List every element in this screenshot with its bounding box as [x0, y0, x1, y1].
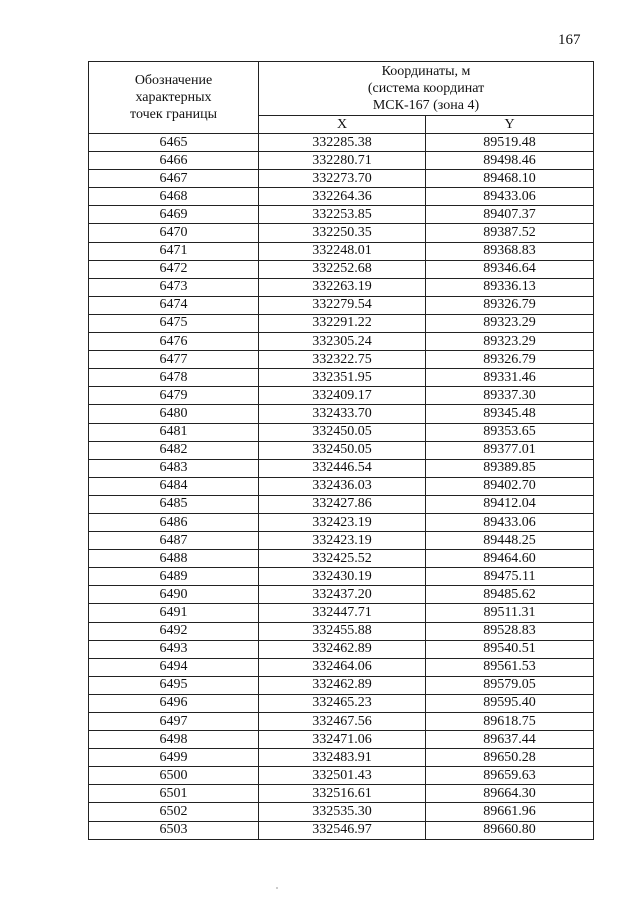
y-coordinate-cell: 89412.04 [426, 495, 594, 513]
y-coordinate-cell: 89661.96 [426, 803, 594, 821]
header-coords-line3: МСК-167 (зона 4) [372, 98, 480, 113]
table-row [89, 477, 594, 495]
table-row [89, 568, 594, 586]
point-id-cell: 6497 [89, 713, 259, 731]
table-row [89, 694, 594, 712]
x-coordinate-cell: 332462.89 [259, 676, 426, 694]
header-coords-line1: Координаты, м [381, 64, 471, 79]
x-coordinate-cell: 332465.23 [259, 694, 426, 712]
header-x: X [259, 116, 426, 134]
point-id-cell: 6474 [89, 296, 259, 314]
x-coordinate-cell: 332471.06 [259, 731, 426, 749]
point-id-cell: 6496 [89, 694, 259, 712]
x-coordinate-cell: 332446.54 [259, 459, 426, 477]
table-row [89, 658, 594, 676]
header-coords-line2: (система координат [367, 81, 485, 96]
table-row [89, 296, 594, 314]
y-coordinate-cell: 89464.60 [426, 550, 594, 568]
table-row [89, 640, 594, 658]
y-coordinate-cell: 89595.40 [426, 694, 594, 712]
table-row [89, 513, 594, 531]
x-coordinate-cell: 332430.19 [259, 568, 426, 586]
point-id-cell: 6472 [89, 260, 259, 278]
header-y: Y [426, 116, 594, 134]
point-id-cell: 6479 [89, 387, 259, 405]
point-id-cell: 6500 [89, 767, 259, 785]
table-row [89, 731, 594, 749]
table-header [89, 62, 594, 134]
table-row [89, 459, 594, 477]
table-row [89, 785, 594, 803]
y-coordinate-cell: 89528.83 [426, 622, 594, 640]
table-row [89, 333, 594, 351]
point-id-cell: 6482 [89, 441, 259, 459]
header-point-designation [89, 62, 259, 134]
page-number: 167 [558, 32, 581, 48]
point-id-cell: 6502 [89, 803, 259, 821]
table-row [89, 423, 594, 441]
header-point-line1: Обозначение [134, 73, 213, 88]
table-row [89, 369, 594, 387]
y-coordinate-cell: 89485.62 [426, 586, 594, 604]
table-row [89, 224, 594, 242]
x-coordinate-cell: 332253.85 [259, 206, 426, 224]
table-row [89, 495, 594, 513]
x-coordinate-cell: 332305.24 [259, 333, 426, 351]
x-coordinate-cell: 332455.88 [259, 622, 426, 640]
table-row [89, 586, 594, 604]
table-row [89, 351, 594, 369]
point-id-cell: 6466 [89, 152, 259, 170]
table-row [89, 532, 594, 550]
x-coordinate-cell: 332248.01 [259, 242, 426, 260]
point-id-cell: 6467 [89, 170, 259, 188]
x-coordinate-cell: 332501.43 [259, 767, 426, 785]
table-row [89, 134, 594, 152]
y-coordinate-cell: 89448.25 [426, 532, 594, 550]
point-id-cell: 6486 [89, 513, 259, 531]
scan-speck [276, 887, 278, 889]
point-id-cell: 6465 [89, 134, 259, 152]
table-row [89, 206, 594, 224]
point-id-cell: 6483 [89, 459, 259, 477]
y-coordinate-cell: 89664.30 [426, 785, 594, 803]
table-row [89, 188, 594, 206]
point-id-cell: 6490 [89, 586, 259, 604]
point-id-cell: 6484 [89, 477, 259, 495]
table-row [89, 170, 594, 188]
x-coordinate-cell: 332279.54 [259, 296, 426, 314]
x-coordinate-cell: 332423.19 [259, 513, 426, 531]
point-id-cell: 6481 [89, 423, 259, 441]
point-id-cell: 6471 [89, 242, 259, 260]
table-row [89, 387, 594, 405]
point-id-cell: 6487 [89, 532, 259, 550]
x-coordinate-cell: 332427.86 [259, 495, 426, 513]
y-coordinate-cell: 89433.06 [426, 188, 594, 206]
point-id-cell: 6477 [89, 351, 259, 369]
table-row [89, 441, 594, 459]
x-coordinate-cell: 332535.30 [259, 803, 426, 821]
table-row [89, 767, 594, 785]
x-coordinate-cell: 332322.75 [259, 351, 426, 369]
point-id-cell: 6470 [89, 224, 259, 242]
y-coordinate-cell: 89650.28 [426, 749, 594, 767]
point-id-cell: 6501 [89, 785, 259, 803]
point-id-cell: 6480 [89, 405, 259, 423]
x-coordinate-cell: 332447.71 [259, 604, 426, 622]
y-coordinate-cell: 89511.31 [426, 604, 594, 622]
y-coordinate-cell: 89659.63 [426, 767, 594, 785]
y-coordinate-cell: 89407.37 [426, 206, 594, 224]
x-coordinate-cell: 332252.68 [259, 260, 426, 278]
y-coordinate-cell: 89579.05 [426, 676, 594, 694]
x-coordinate-cell: 332273.70 [259, 170, 426, 188]
point-id-cell: 6476 [89, 333, 259, 351]
y-coordinate-cell: 89326.79 [426, 296, 594, 314]
y-coordinate-cell: 89323.29 [426, 333, 594, 351]
point-id-cell: 6503 [89, 821, 259, 839]
table-row [89, 278, 594, 296]
y-coordinate-cell: 89618.75 [426, 713, 594, 731]
x-coordinate-cell: 332250.35 [259, 224, 426, 242]
x-coordinate-cell: 332285.38 [259, 134, 426, 152]
x-coordinate-cell: 332546.97 [259, 821, 426, 839]
y-coordinate-cell: 89345.48 [426, 405, 594, 423]
point-id-cell: 6485 [89, 495, 259, 513]
header-coordinates [259, 62, 594, 116]
x-coordinate-cell: 332462.89 [259, 640, 426, 658]
x-coordinate-cell: 332467.56 [259, 713, 426, 731]
y-coordinate-cell: 89326.79 [426, 351, 594, 369]
x-coordinate-cell: 332425.52 [259, 550, 426, 568]
point-id-cell: 6498 [89, 731, 259, 749]
table-row [89, 604, 594, 622]
y-coordinate-cell: 89353.65 [426, 423, 594, 441]
y-coordinate-cell: 89377.01 [426, 441, 594, 459]
x-coordinate-cell: 332450.05 [259, 441, 426, 459]
x-coordinate-cell: 332263.19 [259, 278, 426, 296]
point-id-cell: 6491 [89, 604, 259, 622]
x-coordinate-cell: 332409.17 [259, 387, 426, 405]
table-row [89, 821, 594, 839]
x-coordinate-cell: 332464.06 [259, 658, 426, 676]
table-row [89, 314, 594, 332]
y-coordinate-cell: 89346.64 [426, 260, 594, 278]
x-coordinate-cell: 332351.95 [259, 369, 426, 387]
coordinates-table [88, 61, 594, 840]
table-row [89, 749, 594, 767]
x-coordinate-cell: 332433.70 [259, 405, 426, 423]
point-id-cell: 6489 [89, 568, 259, 586]
x-coordinate-cell: 332437.20 [259, 586, 426, 604]
table-row [89, 676, 594, 694]
y-coordinate-cell: 89331.46 [426, 369, 594, 387]
y-coordinate-cell: 89468.10 [426, 170, 594, 188]
point-id-cell: 6475 [89, 314, 259, 332]
point-id-cell: 6493 [89, 640, 259, 658]
point-id-cell: 6495 [89, 676, 259, 694]
point-id-cell: 6488 [89, 550, 259, 568]
y-coordinate-cell: 89336.13 [426, 278, 594, 296]
x-coordinate-cell: 332423.19 [259, 532, 426, 550]
y-coordinate-cell: 89475.11 [426, 568, 594, 586]
x-coordinate-cell: 332483.91 [259, 749, 426, 767]
y-coordinate-cell: 89540.51 [426, 640, 594, 658]
point-id-cell: 6478 [89, 369, 259, 387]
table-row [89, 405, 594, 423]
table-row [89, 242, 594, 260]
y-coordinate-cell: 89561.53 [426, 658, 594, 676]
y-coordinate-cell: 89519.48 [426, 134, 594, 152]
x-coordinate-cell: 332264.36 [259, 188, 426, 206]
y-coordinate-cell: 89368.83 [426, 242, 594, 260]
table-row [89, 803, 594, 821]
y-coordinate-cell: 89433.06 [426, 513, 594, 531]
point-id-cell: 6468 [89, 188, 259, 206]
header-point-line3: точек границы [130, 107, 217, 122]
y-coordinate-cell: 89660.80 [426, 821, 594, 839]
table-row [89, 152, 594, 170]
point-id-cell: 6473 [89, 278, 259, 296]
table-row [89, 622, 594, 640]
header-point-line2: характерных [135, 90, 212, 105]
x-coordinate-cell: 332450.05 [259, 423, 426, 441]
table-row [89, 260, 594, 278]
y-coordinate-cell: 89498.46 [426, 152, 594, 170]
y-coordinate-cell: 89402.70 [426, 477, 594, 495]
table-row [89, 713, 594, 731]
y-coordinate-cell: 89337.30 [426, 387, 594, 405]
point-id-cell: 6499 [89, 749, 259, 767]
y-coordinate-cell: 89637.44 [426, 731, 594, 749]
table-row [89, 550, 594, 568]
x-coordinate-cell: 332291.22 [259, 314, 426, 332]
point-id-cell: 6492 [89, 622, 259, 640]
table-body [89, 134, 594, 840]
point-id-cell: 6469 [89, 206, 259, 224]
y-coordinate-cell: 89389.85 [426, 459, 594, 477]
point-id-cell: 6494 [89, 658, 259, 676]
x-coordinate-cell: 332516.61 [259, 785, 426, 803]
y-coordinate-cell: 89387.52 [426, 224, 594, 242]
x-coordinate-cell: 332280.71 [259, 152, 426, 170]
y-coordinate-cell: 89323.29 [426, 314, 594, 332]
x-coordinate-cell: 332436.03 [259, 477, 426, 495]
